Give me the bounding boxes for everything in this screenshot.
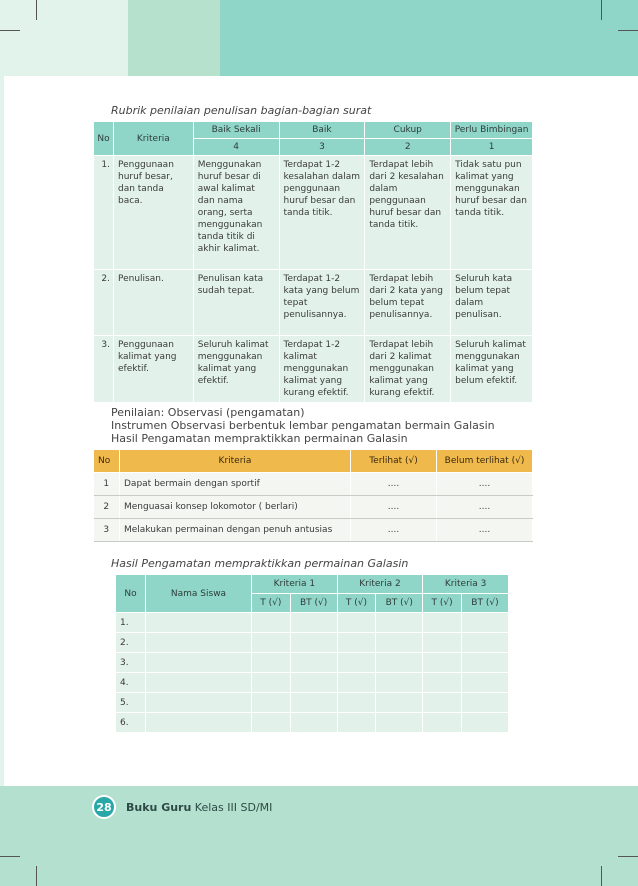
crop-mark [0,856,20,857]
rubric-head-level: Perlu Bimbingan [451,122,533,139]
table-row [94,336,533,403]
header-band-mid [128,0,220,76]
stud-cell [461,613,508,633]
stud-cell [146,713,252,733]
stud-cell [146,653,252,673]
stud-head-bt: BT (√) [376,594,423,613]
rubric-row-kriteria: Penggunaan huruf besar, dan tanda baca. [113,156,193,270]
stud-cell [146,693,252,713]
obs-row-no: 1 [94,473,120,496]
stud-cell [252,693,291,713]
stud-cell [423,713,462,733]
stud-cell [337,713,376,733]
stud-cell [337,613,376,633]
crop-mark [601,866,602,886]
table-row [94,473,533,496]
students-table-wrap [115,574,509,733]
obs-row-kriteria: Dapat bermain dengan sportif [120,473,351,496]
stud-cell [252,653,291,673]
stud-cell [290,673,337,693]
obs-row-terlihat: .... [351,496,437,519]
obs-head-belum: Belum terlihat (√) [437,450,533,473]
stud-cell [146,673,252,693]
book-title-bold: Buku Guru [126,800,192,814]
stud-row-no: 5. [116,693,146,713]
stud-head-kriteria: Kriteria 3 [423,575,509,594]
table-row [116,673,509,693]
stud-cell [146,613,252,633]
stud-cell [290,653,337,673]
obs-row-terlihat: .... [351,473,437,496]
obs-row-no: 3 [94,519,120,542]
rubric-cell: Menggunakan huruf besar di awal kalimat dan nama orang, serta menggunakan tanda titik di akhir kalimat. [193,156,279,270]
crop-mark [618,30,638,31]
stud-cell [376,653,423,673]
stud-row-no: 6. [116,713,146,733]
stud-cell [376,673,423,693]
students-table [115,574,509,733]
stud-cell [376,713,423,733]
rubric-head-score: 2 [365,139,451,156]
stud-cell [461,713,508,733]
stud-cell [461,633,508,653]
observation-table [93,449,533,542]
left-strip [0,76,4,786]
rubric-head-score: 4 [193,139,279,156]
rubric-cell: Penulisan kata sudah tepat. [193,270,279,336]
stud-head-kriteria: Kriteria 1 [252,575,338,594]
obs-head-no: No [94,450,120,473]
obs-head-kriteria: Kriteria [120,450,351,473]
rubric-cell: Terdapat lebih dari 2 kalimat menggunakan kalimat yang kurang efektif. [365,336,451,403]
rubric-head-score: 1 [451,139,533,156]
header-band-light [0,0,128,76]
stud-cell [423,653,462,673]
stud-cell [376,693,423,713]
stud-cell [337,653,376,673]
stud-head-bt: BT (√) [290,594,337,613]
stud-cell [252,673,291,693]
rubric-head-kriteria: Kriteria [113,122,193,156]
table-row [116,713,509,733]
rubric-cell: Terdapat 1-2 kata yang belum tepat penulisannya. [279,270,365,336]
obs-row-kriteria: Melakukan permainan dengan penuh antusias [120,519,351,542]
page-number: 28 [92,795,116,819]
stud-cell [290,713,337,733]
rubric-head-level: Baik [279,122,365,139]
page-footer [92,795,272,819]
table-row [94,270,533,336]
obs-row-belum: .... [437,496,533,519]
book-title [126,801,272,814]
stud-cell [290,633,337,653]
rubric-cell: Terdapat lebih dari 2 kata yang belum tepat penulisannya. [365,270,451,336]
obs-row-belum: .... [437,473,533,496]
table-row [116,633,509,653]
rubric-row-no: 1. [94,156,114,270]
stud-cell [461,653,508,673]
stud-cell [423,633,462,653]
rubric-cell: Seluruh kalimat menggunakan kalimat yang belum efektif. [451,336,533,403]
obs-row-belum: .... [437,519,533,542]
stud-cell [252,633,291,653]
crop-mark [0,30,20,31]
rubric-cell: Terdapat 1-2 kesalahan dalam penggunaan huruf besar dan tanda titik. [279,156,365,270]
table-row [116,693,509,713]
rubric-cell: Seluruh kata belum tepat dalam penulisan. [451,270,533,336]
stud-cell [423,673,462,693]
rubric-row-kriteria: Penulisan. [113,270,193,336]
header-band-dark [220,0,638,76]
observation-line: Penilaian: Observasi (pengamatan) [111,406,305,419]
stud-head-t: T (√) [337,594,376,613]
stud-cell [252,713,291,733]
rubric-cell: Seluruh kalimat menggunakan kalimat yang efektif. [193,336,279,403]
stud-row-no: 1. [116,613,146,633]
observation-intro [111,406,533,445]
crop-mark [618,856,638,857]
rubric-head-level: Cukup [365,122,451,139]
table-row [94,496,533,519]
rubric-head-score: 3 [279,139,365,156]
rubric-row-kriteria: Penggunaan kalimat yang efektif. [113,336,193,403]
stud-cell [423,693,462,713]
stud-row-no: 3. [116,653,146,673]
table-row [116,653,509,673]
stud-row-no: 4. [116,673,146,693]
obs-row-no: 2 [94,496,120,519]
stud-head-nama: Nama Siswa [146,575,252,613]
rubric-cell: Tidak satu pun kalimat yang menggunakan huruf besar dan tanda titik. [451,156,533,270]
stud-cell [376,633,423,653]
crop-mark [36,0,37,20]
stud-cell [337,673,376,693]
stud-cell [290,693,337,713]
stud-cell [337,693,376,713]
obs-head-terlihat: Terlihat (√) [351,450,437,473]
stud-cell [146,633,252,653]
table-row [94,519,533,542]
table-row [94,156,533,270]
stud-cell [337,633,376,653]
rubric-cell: Terdapat 1-2 kalimat menggunakan kalimat yang kurang efektif. [279,336,365,403]
stud-cell [423,613,462,633]
stud-head-no: No [116,575,146,613]
rubric-table [93,121,533,403]
observation-line: Hasil Pengamatan mempraktikkan permainan Galasin [111,432,408,445]
rubric-row-no: 3. [94,336,114,403]
rubric-row-no: 2. [94,270,114,336]
stud-head-t: T (√) [252,594,291,613]
crop-mark [601,0,602,20]
stud-cell [252,613,291,633]
stud-head-bt: BT (√) [461,594,508,613]
stud-cell [290,613,337,633]
students-caption: Hasil Pengamatan mempraktikkan permainan Galasin [111,557,409,570]
observation-line: Instrumen Observasi berbentuk lembar pengamatan bermain Galasin [111,419,495,432]
book-title-rest: Kelas III SD/MI [191,800,273,814]
obs-row-kriteria: Menguasai konsep lokomotor ( berlari) [120,496,351,519]
stud-cell [376,613,423,633]
page-content [93,104,533,733]
rubric-head-no: No [94,122,114,156]
rubric-head-level: Baik Sekali [193,122,279,139]
crop-mark [36,866,37,886]
stud-head-kriteria: Kriteria 2 [337,575,423,594]
table-row [116,613,509,633]
obs-row-terlihat: .... [351,519,437,542]
stud-row-no: 2. [116,633,146,653]
rubric-caption: Rubrik penilaian penulisan bagian-bagian surat [111,104,372,117]
rubric-cell: Terdapat lebih dari 2 kesalahan dalam penggunaan huruf besar dan tanda titik. [365,156,451,270]
stud-cell [461,673,508,693]
stud-head-t: T (√) [423,594,462,613]
stud-cell [461,693,508,713]
